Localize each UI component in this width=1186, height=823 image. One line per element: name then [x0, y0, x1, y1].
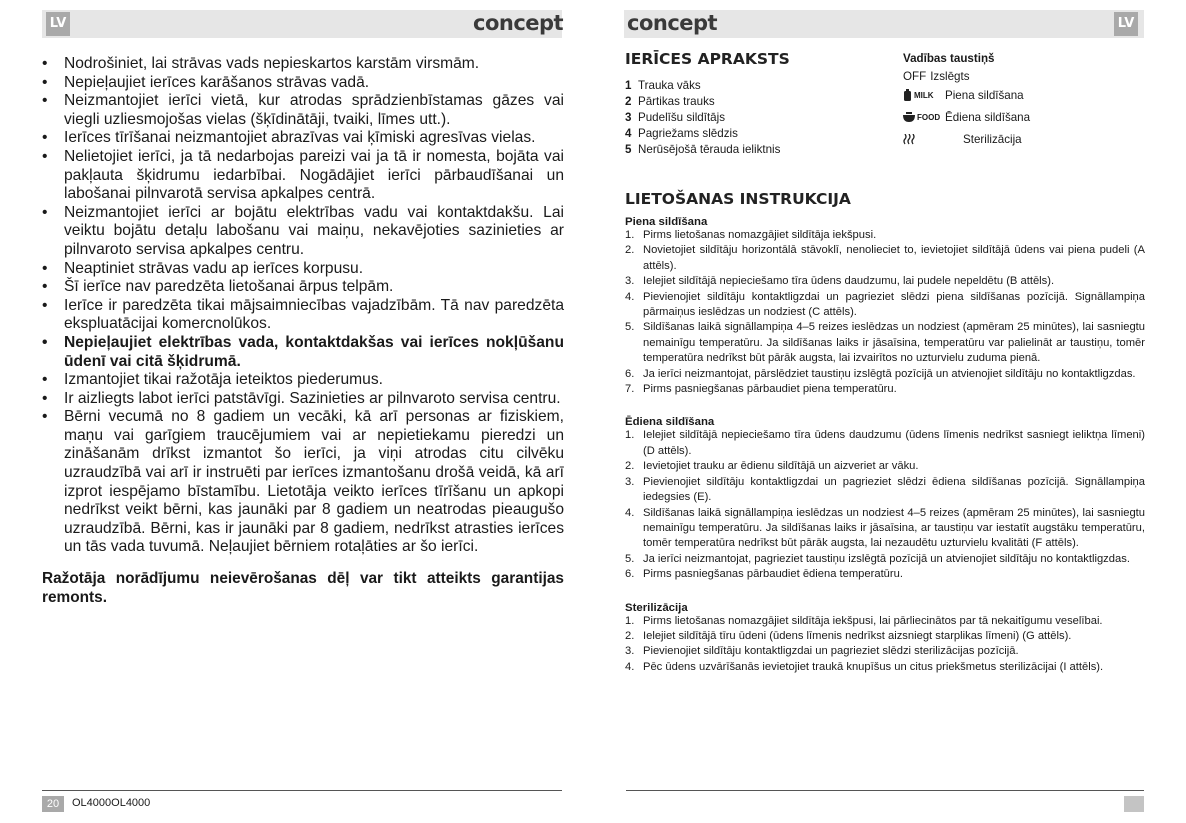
step-number: 3.: [625, 275, 635, 288]
food-label: Ēdiena sildīšana: [945, 110, 1031, 124]
step-item: [625, 660, 1145, 675]
step-item: [625, 644, 1145, 659]
step-number: 4.: [625, 660, 635, 673]
safety-item: • Neizmantojiet ierīci ar bojātu elektrības vadu vai kontaktdakšu. Lai veiktu bojātu detaļu labošanu vai maiņu, nekavējoties sazinieties ar pilnvaroto servisa apkalpes centru.: [42, 204, 564, 260]
step-number: 6.: [625, 568, 635, 581]
steam-icon: [903, 134, 963, 145]
milk-label: Piena sildīšana: [945, 88, 1024, 102]
footer-rule-left: [42, 790, 562, 791]
safety-item: • Izmantojiet tikai ražotāja ieteiktos piederumus.: [42, 371, 564, 390]
step-item: [625, 475, 1145, 506]
model-code: OL4000OL4000: [72, 797, 151, 809]
control-key-panel: [903, 52, 1143, 150]
part-label: Pagriežams slēdzis: [638, 127, 738, 140]
step-item: [625, 382, 1145, 397]
step-text: Novietojiet sildītāju horizontālā stāvoklī, nenolieciet to, ievietojiet sildītājā ūdens vai piena pudeli (A attēls).: [643, 244, 1145, 272]
part-label: Nerūsējošā tērauda ieliktnis: [638, 143, 781, 156]
control-food-row: [903, 106, 1143, 128]
step-text: Ja ierīci neizmantojat, pagrieziet taustiņu izslēgtā pozīcijā un atvienojiet sildītāju no kontaktligzdas.: [643, 552, 1130, 565]
step-text: Ielejiet sildītājā nepieciešamo tīra ūdens daudzumu (ūdens līmenis nedrīkst sasniegt ieliktņa līmeni) (D attēls).: [643, 429, 1145, 457]
step-number: 5.: [625, 552, 635, 565]
step-text: Pievienojiet sildītāju kontaktligzdai un pagrieziet slēdzi ēdiena sildīšanas pozīcijā. Signāllampiņa iedegsies (E).: [643, 475, 1145, 504]
safety-item: • Nepieļaujiet ierīces karāšanos strāvas vadā.: [42, 74, 564, 93]
milk-bottle-icon: MILK: [903, 89, 945, 101]
sterilization-title: Sterilizācija: [625, 601, 688, 614]
part-number: 2: [625, 95, 632, 108]
step-item: [625, 228, 1145, 243]
safety-item: • Neizmantojiet ierīci vietā, kur atrodas sprādzienbīstamas gāzes vai viegli uzliesmojošas vielas (šķīdinātāji, tvaiki, līmes utt.).: [42, 92, 564, 129]
safety-item: • Ierīces tīrīšanai neizmantojiet abrazīvas vai ķīmiski agresīvas vielas.: [42, 129, 564, 148]
safety-list: [42, 55, 564, 557]
safety-item: • Nelietojiet ierīci, ja tā nedarbojas pareizi vai ja tā ir nomesta, bojāta vai pakļauta šķidrumu iedarbībai. Nogādājiet ierīci pārbaudīšanai un labošanai pilnvarotā servisa apkalpes centrā.: [42, 148, 564, 204]
milk-steps-list: [625, 228, 1145, 397]
step-item: [625, 428, 1145, 459]
safety-item: • Šī ierīce nav paredzēta lietošanai ārpus telpām.: [42, 278, 564, 297]
step-number: 2.: [625, 629, 635, 642]
step-text: Pirms pasniegšanas pārbaudiet piena temperatūru.: [643, 383, 897, 396]
part-label: Pudelīšu sildītājs: [638, 111, 725, 124]
step-number: 1.: [625, 429, 635, 442]
brand-logo-right: concept: [627, 11, 718, 35]
brand-logo-left: concept: [473, 11, 564, 35]
safety-item: • Nodrošiniet, lai strāvas vads nepieskartos karstām virsmām.: [42, 55, 564, 74]
step-number: 4.: [625, 290, 635, 303]
step-text: Pievienojiet sildītāju kontaktligzdai un pagrieziet slēdzi piena sildīšanas pozīcijā. Signāllampiņa pārmaiņus ieslēdzas un nodziest (C attēls).: [643, 290, 1145, 319]
milk-heating-title: Piena sildīšana: [625, 216, 708, 228]
language-badge-right: LV: [1114, 12, 1138, 36]
step-number: 3.: [625, 475, 635, 488]
step-number: 4.: [625, 506, 635, 519]
page-number-box-right: [1124, 796, 1144, 812]
control-title: Vadības taustiņš: [903, 52, 995, 65]
step-text: Pievienojiet sildītāju kontaktligzdai un pagrieziet slēdzi sterilizācijas pozīcijā.: [643, 645, 1019, 658]
part-label: Trauka vāks: [638, 79, 701, 92]
food-heating-title: Ēdiena sildīšana: [625, 416, 715, 429]
page-number: 20: [42, 796, 64, 812]
language-badge-left: LV: [46, 12, 70, 36]
control-off-row: [903, 68, 1143, 84]
step-text: Sildīšanas laikā signāllampiņa ieslēdzas un nodziest 4–5 reizes (apmēram 25 minūtes), lai sasniegtu nemainīgu temperatūru. Ja sildīšanas laiks ir jāsaīsina, ar taustiņu var iestatīt augstāku temperatūru, tomēr temperatūra nedrīkst būt pārāk augsta, lai nezaudētu uzturvielu kvalitāti (F attēls).: [643, 506, 1145, 550]
step-number: 5.: [625, 321, 635, 334]
step-item: [625, 320, 1145, 366]
part-label: Pārtikas trauks: [638, 95, 715, 108]
step-text: Ielejiet sildītājā nepieciešamo tīra ūdens daudzumu, lai pudele nepeldētu (B attēls).: [643, 275, 1055, 288]
step-item: [625, 243, 1145, 274]
step-item: [625, 614, 1145, 629]
control-milk-row: [903, 84, 1143, 106]
part-number: 1: [625, 79, 632, 92]
control-steril-row: [903, 128, 1143, 150]
step-item: [625, 459, 1145, 474]
step-number: 6.: [625, 367, 635, 380]
step-text: Ievietojiet trauku ar ēdienu sildītājā un aizveriet ar vāku.: [643, 460, 919, 473]
step-text: Pirms pasniegšanas pārbaudiet ēdiena temperatūru.: [643, 568, 903, 581]
step-item: [625, 274, 1145, 289]
step-text: Sildīšanas laikā signāllampiņa 4–5 reizes ieslēdzas un nodziest (apmēram 25 minūtes), lai sasniegtu nemainīgu temperatūru. Ja sildīšanas laiks ir jāsaīsina, temperatūru var palielināt ar taustiņu, tomēr temperatūra nedrīkst būt pārāk augsta, lai izvairītos no uzturvielu zuduma pienā.: [643, 321, 1145, 365]
instructions-section: [625, 190, 1145, 675]
part-number: 5: [625, 143, 632, 156]
food-bowl-icon: FOOD: [903, 112, 945, 122]
step-text: Pirms lietošanas nomazgājiet sildītāja iekšpusi, lai pārliecinātos par tā nekaitīgumu veselībai.: [643, 614, 1103, 627]
food-steps-list: [625, 428, 1145, 582]
step-number: 2.: [625, 460, 635, 473]
safety-item: • Neaptiniet strāvas vadu ap ierīces korpusu.: [42, 260, 564, 279]
step-item: [625, 567, 1145, 582]
step-item: [625, 629, 1145, 644]
part-number: 3: [625, 111, 632, 124]
footer-rule-right: [626, 790, 1144, 791]
step-text: Ielejiet sildītājā tīru ūdeni (ūdens līmenis nedrīkst aizsniegt starplikas līmeni) (G attēls).: [643, 629, 1072, 642]
instructions-title: LIETOŠANAS INSTRUKCIJA: [625, 190, 851, 208]
step-item: [625, 506, 1145, 552]
warranty-note: Ražotāja norādījumu neievērošanas dēļ var tikt atteikts garantijas remonts.: [42, 570, 564, 607]
step-item: [625, 290, 1145, 321]
manual-column: [625, 50, 1145, 673]
step-text: Pēc ūdens uzvārīšanās ievietojiet traukā knupīšus un citus priekšmetus sterilizācijai (I attēls).: [643, 660, 1104, 673]
steril-label: Sterilizācija: [963, 132, 1022, 146]
part-number: 4: [625, 127, 632, 140]
off-label: Izslēgts: [930, 69, 970, 83]
step-number: 1.: [625, 614, 635, 627]
safety-item: • Nepieļaujiet elektrības vada, kontaktdakšas vai ierīces nokļūšanu ūdenī vai citā šķidrumā.: [42, 334, 564, 371]
step-number: 2.: [625, 244, 635, 257]
off-tag: OFF: [903, 69, 927, 83]
step-number: 3.: [625, 645, 635, 658]
step-item: [625, 367, 1145, 382]
step-item: [625, 552, 1145, 567]
safety-item: • Ir aizliegts labot ierīci patstāvīgi. Sazinieties ar pilnvaroto servisa centru.: [42, 390, 564, 409]
step-number: 1.: [625, 229, 635, 241]
safety-column: [42, 55, 564, 607]
step-number: 7.: [625, 383, 635, 396]
description-title: IERĪCES APRAKSTS: [625, 50, 790, 68]
safety-item: • Ierīce ir paredzēta tikai mājsaimniecības vajadzībām. Tā nav paredzēta ekspluatācijai komercnolūkos.: [42, 297, 564, 334]
step-text: Pirms lietošanas nomazgājiet sildītāja iekšpusi.: [643, 229, 877, 241]
safety-item: • Bērni vecumā no 8 gadiem un vecāki, kā arī personas ar fiziskiem, maņu vai garīgiem traucējumiem vai ar nepietiekamu pieredzi un zināšanām drīkst izmantot šo ierīci, ja viņi atrodas citu cilvēku uzraudzībā vai arī ir instruēti par ierīces izmantošanu drošā veidā, kā arī izprot iespējamo bīstamību. Lietotāja veikto ierīces tīrīšanu un apkopi nedrīkst veikt bērni, kas jaunāki par 8 gadiem un neatrodas pieaugušo uzraudzībā. Bērni, kas ir jaunāki par 8 gadiem, nedrīkst atrasties ierīces un tās vada tuvumā. Neļaujiet bērniem rotaļāties ar šo ierīci.: [42, 408, 564, 557]
step-text: Ja ierīci neizmantojat, pārslēdziet taustiņu izslēgtā pozīcijā un atvienojiet sildītāju no kontaktligzdas.: [643, 367, 1136, 380]
sterilization-steps-list: [625, 614, 1145, 676]
